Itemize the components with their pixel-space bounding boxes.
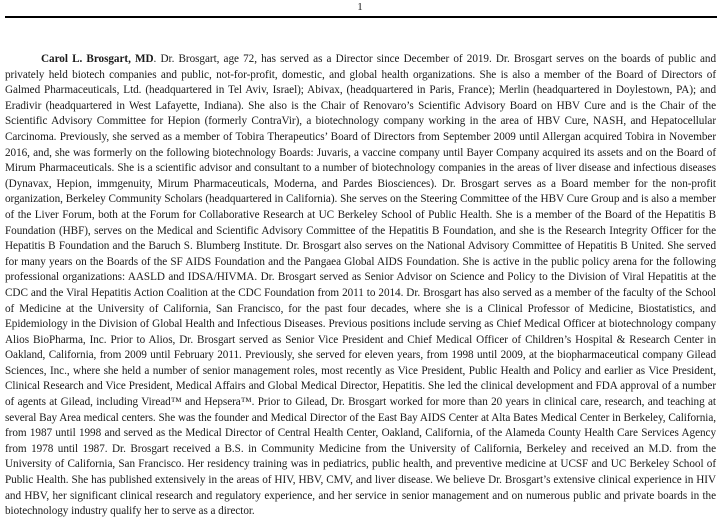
director-name: Carol L. Brosgart, MD — [41, 53, 154, 65]
page-number: 1 — [357, 1, 363, 13]
director-bio-paragraph — [5, 52, 716, 520]
director-bio-text: . Dr. Brosgart, age 72, has served as a Director since December of 2019. Dr. Brosgart serves on the boards of public and privately held biotech companies and public, not-for-profit, domestic, and global health organizations. She is also a member of the Board of Directors of Galmed Pharmaceuticals, Ltd. (headquartered in Tel Aviv, Israel); Abivax, (headquartered in Paris, France); Merlin (headquartered in Doylestown, PA); and Eradivir (headquartered in West Lafayette, Indiana). She also is the Chair of Renovaro’s Scientific Advisory Board on HBV Cure and is the Chair of the Scientific Advisory Committee for Hepion (formerly ContraVir), a biotechnology company working in the area of HBV Cure, NASH, and Hepatocellular Carcinoma. Previously, she served as a member of Tobira Therapeutics’ Board of Directors from September 2009 until Allergan acquired Tobira in November 2016, and, she was formerly on the following biotechnology Boards: Juvaris, a vaccine company until Bayer Company acquired its assets and on the Board of Mirum Pharmaceuticals. She is a scientific advisor and consultant to a number of biotechnology companies in the areas of liver disease and infectious diseases (Dynavax, Hepion, immgenuity, Mirum Pharmaceuticals, Moderna, and Pardes Biosciences). Dr. Brosgart serves as a Board member for the non-profit organization, Berkeley Community Scholars (headquartered in California). She serves on the Steering Committee of the HBV Cure Group and is also a member of the Liver Forum, both at the Forum for Collaborative Research at UC Berkeley School of Public Health. She is a member of the Board of the Hepatitis B Foundation (HBF), serves on the Medical and Scientific Advisory Committee of the Hepatitis B Foundation, and she is the Research Integrity Officer for the Hepatitis B Foundation and the Baruch S. Blumberg Institute. Dr. Brosgart also serves on the National Advisory Committee of Hepatitis B United. She served for many years on the Boards of the SF AIDS Foundation and the Pangaea Global AIDS Foundation. She is active in the public policy arena for the following professional organizations: AASLD and IDSA/HIVMA. Dr. Brosgart served as Senior Advisor on Science and Policy to the Division of Viral Hepatitis at the CDC and the Viral Hepatitis Action Coalition at the CDC Foundation from 2011 to 2014. Dr. Brosgart has also served as a member of the faculty of the School of Medicine at the University of California, San Francisco, for the past four decades, where she is a Clinical Professor of Medicine, Biostatistics, and Epidemiology in the Division of Global Health and Infectious Diseases. Previous positions include serving as Chief Medical Officer at biotechnology company Alios BioPharma, Inc. Prior to Alios, Dr. Brosgart served as Senior Vice President and Chief Medical Officer of Children’s Hospital & Research Center in Oakland, California, from 2009 until February 2011. Previously, she served for eleven years, from 1998 until 2009, at the biopharmaceutical company Gilead Sciences, Inc., where she held a number of senior management roles, most recently as Vice President, Public Health and Policy and earlier as Vice President, Clinical Research and Vice President, Medical Affairs and Global Medical Director, Hepatitis. She led the clinical development and FDA approval of a number of agents at Gilead, including Viread™ and Hepsera™. Prior to Gilead, Dr. Brosgart worked for more than 20 years in clinical care, research, and teaching at several Bay Area medical centers. She was the founder and Medical Director of the East Bay AIDS Center at Alta Bates Medical Center in Berkeley, California, from 1987 until 1998 and served as the Medical Director of Central Health Center, Oakland, California, of the Alameda County Health Care Services Agency from 1978 until 1987. Dr. Brosgart received a B.S. in Community Medicine from the University of California, Berkeley and received an M.D. from the University of California, San Francisco. Her residency training was in pediatrics, public health, and preventive medicine at UCSF and UC Berkeley School of Public Health. She has published extensively in the areas of HIV, HBV, CMV, and liver disease. We believe Dr. Brosgart’s extensive clinical experience in HIV and HBV, her significant clinical research and regulatory experience, and her service in senior management and on numerous public and private boards in the biotechnology industry qualify her to serve as a director. — [5, 53, 716, 518]
header-rule — [5, 16, 717, 18]
